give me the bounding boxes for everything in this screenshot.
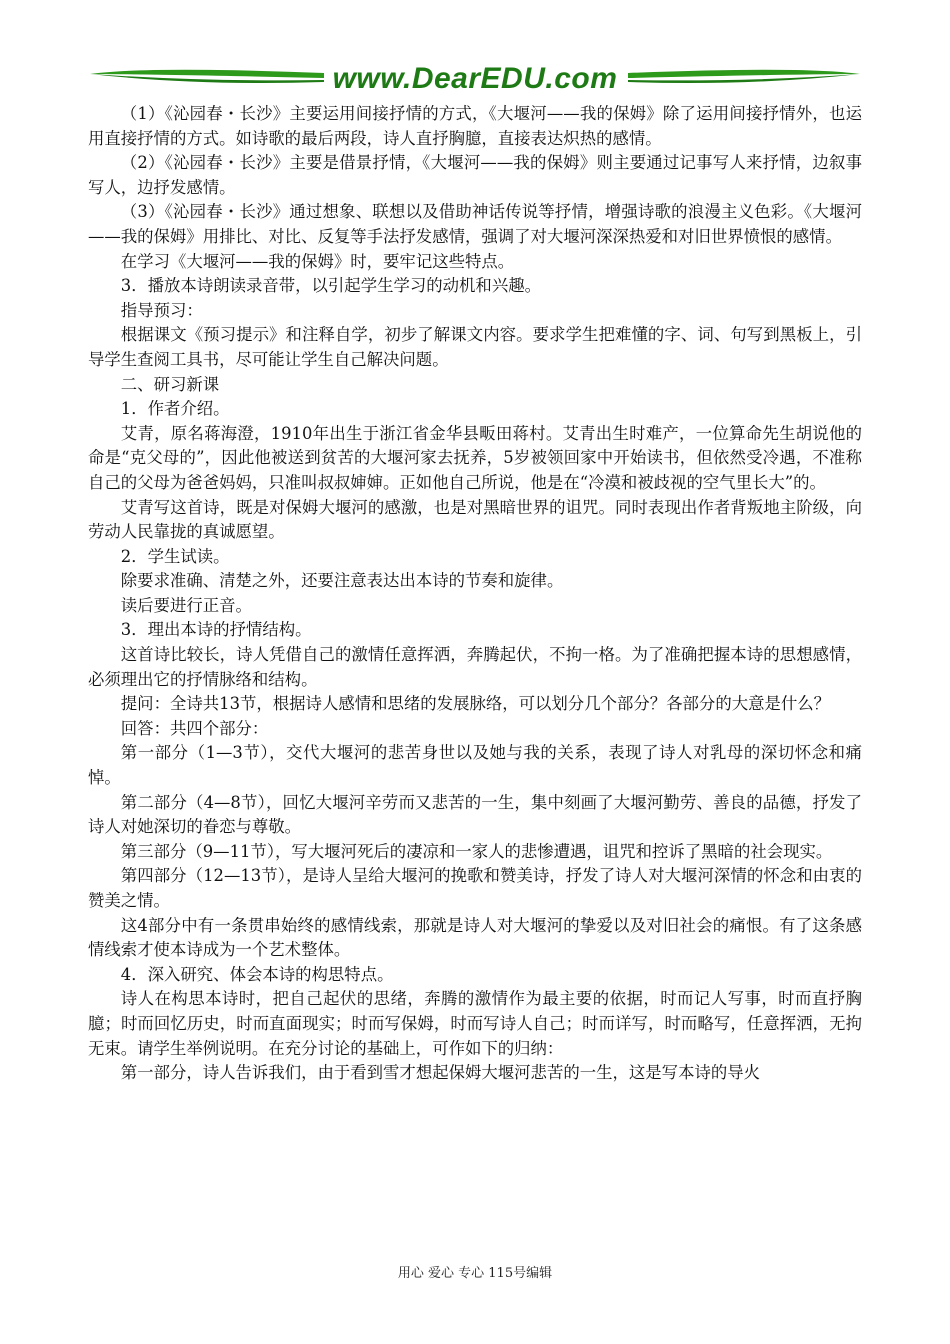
paragraph: 第三部分（9—11节），写大堰河死后的凄凉和一家人的悲惨遭遇，诅咒和控诉了黑暗的社会现实。 [120, 841, 833, 861]
paragraph: 根据课文《预习提示》和注释自学，初步了解课文内容。要求学生把难懂的字、词、句写到黑板上，引导学生查阅工具书，尽可能让学生自己解决问题。 [88, 325, 862, 369]
paragraph: 3．理出本诗的抒情结构。 [120, 620, 312, 640]
paragraph: 3．播放本诗朗读录音带，以引起学生学习的动机和兴趣。 [120, 276, 541, 296]
document-body [88, 102, 862, 1086]
paragraph: 2．学生试读。 [120, 546, 230, 566]
paragraph: （2）《沁园春・长沙》主要是借景抒情，《大堰河——我的保姆》则主要通过记事写人来抒情，边叙事写人，边抒发感情。 [88, 153, 862, 197]
paragraph: 诗人在构思本诗时，把自己起伏的思绪，奔腾的激情作为最主要的依据，时而记人写事，时而直抒胸臆；时而回忆历史，时而直面现实；时而写保姆，时而写诗人自己；时而详写，时而略写，任意挥洒，无拘无束。请学生举例说明。在充分讨论的基础上，可作如下的归纳： [88, 989, 862, 1058]
paragraph: 提问：全诗共13节，根据诗人感情和思绪的发展脉络，可以划分几个部分？各部分的大意是什么？ [120, 694, 831, 714]
paragraph: 艾青写这首诗，既是对保姆大堰河的感激，也是对黑暗世界的诅咒。同时表现出作者背叛地主阶级，向劳动人民靠拢的真诚愿望。 [88, 497, 862, 542]
paragraph: 第二部分（4—8节），回忆大堰河辛劳而又悲苦的一生，集中刻画了大堰河勤劳、善良的品德，抒发了诗人对她深切的眷恋与尊敬。 [88, 792, 862, 837]
paragraph: 回答：共四个部分： [120, 718, 269, 738]
paragraph: 1．作者介绍。 [120, 399, 230, 419]
paragraph: 第四部分（12—13节），是诗人呈给大堰河的挽歌和赞美诗，抒发了诗人对大堰河深情的怀念和由衷的赞美之情。 [88, 866, 862, 910]
site-header [88, 60, 862, 100]
paragraph: 4．深入研究、体会本诗的构思特点。 [120, 964, 394, 984]
paragraph: 在学习《大堰河——我的保姆》时，要牢记这些特点。 [120, 251, 515, 271]
page-footer: 用心 爱心 专心 115号编辑 [397, 1266, 553, 1281]
paragraph: 除要求准确、清楚之外，还要注意表达出本诗的节奏和旋律。 [120, 571, 564, 591]
paragraph: （3）《沁园春・长沙》通过想象、联想以及借助神话传说等抒情，增强诗歌的浪漫主义色彩。《大堰河——我的保姆》用排比、对比、反复等手法抒发感情，强调了对大堰河深深热爱和对旧世界愤恨的感情。 [88, 202, 862, 246]
paragraph: 艾青，原名蒋海澄，1910年出生于浙江省金华县畈田蒋村。艾青出生时难产，一位算命先生胡说他的命是“克父母的”，因此他被送到贫苦的大堰河家去抚养，5岁被领回家中开始读书，但依然受冷遇，不准称自己的父母为爸爸妈妈，只准叫叔叔婶婶。正如他自己所说，他是在“冷漠和被歧视的空气里长大”的。 [88, 423, 862, 492]
paragraph: （1）《沁园春・长沙》主要运用间接抒情的方式，《大堰河——我的保姆》除了运用间接抒情外，也运用直接抒情的方式。如诗歌的最后两段，诗人直抒胸臆，直接表达炽热的感情。 [88, 104, 862, 148]
paragraph: 这首诗比较长，诗人凭借自己的激情任意挥洒，奔腾起伏，不拘一格。为了准确把握本诗的思想感情，必须理出它的抒情脉络和结构。 [88, 645, 862, 689]
paragraph: 第一部分（1—3节），交代大堰河的悲苦身世以及她与我的关系，表现了诗人对乳母的深切怀念和痛悼。 [88, 743, 862, 788]
site-logo[interactable]: www.DearEDU.com [332, 62, 618, 95]
paragraph: 第一部分，诗人告诉我们，由于看到雪才想起保姆大堰河悲苦的一生，这是写本诗的导火 [120, 1063, 761, 1083]
paragraph: 指导预习： [120, 300, 203, 320]
paragraph: 二、研习新课 [120, 374, 220, 394]
paragraph: 这4部分中有一条贯串始终的感情线索，那就是诗人对大堰河的挚爱以及对旧社会的痛恨。有了这条感情线索才使本诗成为一个艺术整体。 [88, 915, 862, 960]
paragraph: 读后要进行正音。 [120, 595, 252, 615]
